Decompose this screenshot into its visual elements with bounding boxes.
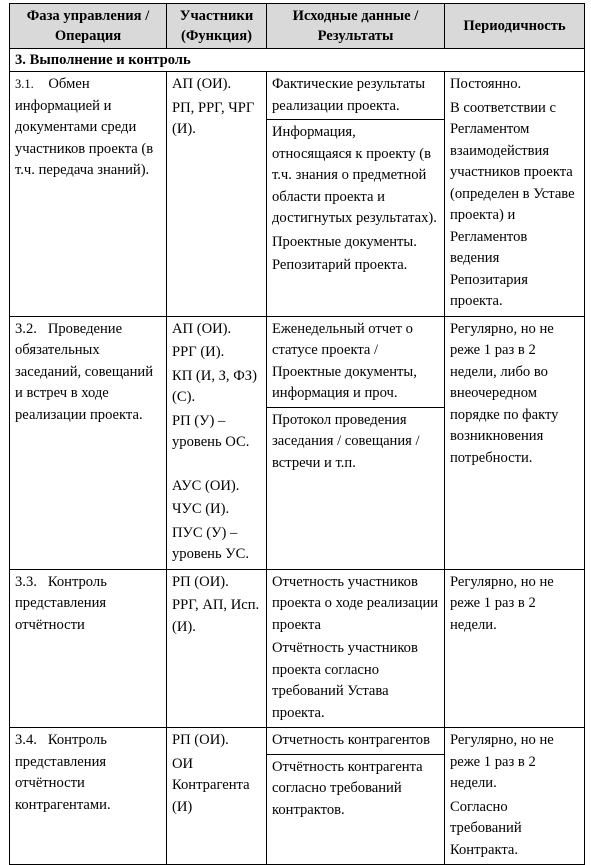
operation-cell bbox=[10, 569, 167, 728]
section-title: 3. Выполнение и контроль bbox=[10, 49, 585, 72]
operation-text: Обмен информацией и документами среди участников проекта (в т.ч. передача знаний). bbox=[15, 76, 154, 178]
row-number: 3.1. bbox=[15, 77, 34, 91]
io-output: Протокол проведения заседания / совещания / встречи и т.п. bbox=[272, 411, 420, 471]
header-io: Исходные данные / Результаты bbox=[267, 4, 445, 49]
io-cell bbox=[267, 728, 445, 865]
period-text: Постоянно. bbox=[450, 76, 522, 92]
io-output: Отчётность контрагента согласно требований контрактов. bbox=[272, 758, 423, 818]
participant-spacer bbox=[172, 456, 261, 474]
participants-cell bbox=[167, 316, 267, 569]
period-cell bbox=[445, 569, 585, 728]
period-text: Регулярно, но не реже 1 раз в 2 недели. bbox=[450, 732, 554, 791]
io-input: Еженедельный отчет о статусе проекта / Проектные документы, информация и проч. bbox=[267, 319, 444, 408]
table-row bbox=[10, 72, 585, 317]
participant-line: АУС (ОИ). bbox=[172, 477, 240, 494]
header-phase: Фаза управления / Операция bbox=[10, 4, 167, 49]
participants-cell bbox=[167, 72, 267, 317]
section-row bbox=[10, 49, 585, 72]
io-output: Информация, относящаяся к проекту (в т.ч. знания о предметной области проекта и достигнутых результатах). bbox=[272, 124, 437, 226]
table-row bbox=[10, 728, 585, 865]
participant-line: РРГ, АП, Исп. (И). bbox=[172, 597, 260, 635]
row-number: 3.3. bbox=[15, 573, 37, 590]
operation-cell bbox=[10, 728, 167, 865]
participants-cell bbox=[167, 569, 267, 728]
period-text: Регулярно, но не реже 1 раз в 2 недели. bbox=[450, 573, 554, 633]
participant-line: ПУС (У) – уровень УС. bbox=[172, 524, 250, 562]
period-text: В соответствии с Регламентом взаимодействия участников проекта (определен в Уставе проекта) и Регламентов ведения Репозитария проекта. bbox=[450, 99, 575, 309]
io-input: Отчетность контрагентов bbox=[267, 730, 444, 755]
participant-line: ЧУС (И). bbox=[172, 501, 230, 517]
participant-line: РП (ОИ). bbox=[172, 573, 229, 590]
header-period: Периодичность bbox=[445, 4, 585, 49]
row-number: 3.4. bbox=[15, 732, 37, 748]
participant-line: РРГ (И). bbox=[172, 344, 225, 360]
participant-line: РП (ОИ). bbox=[172, 732, 229, 748]
io-output: Отчётность участников проекта согласно требований Устава проекта. bbox=[272, 640, 418, 721]
participant-line: АП (ОИ). bbox=[172, 76, 232, 92]
io-input: Фактические результаты реализации проекта. bbox=[267, 74, 444, 120]
table-row bbox=[10, 316, 585, 569]
io-cell bbox=[267, 569, 445, 728]
period-cell bbox=[445, 72, 585, 317]
period-cell bbox=[445, 728, 585, 865]
period-cell bbox=[445, 316, 585, 569]
io-output: Репозитарий проекта. bbox=[272, 257, 408, 273]
operation-text: Контроль представления отчётности bbox=[15, 573, 107, 633]
participant-line: ОИ Контрагента (И) bbox=[172, 755, 250, 815]
operation-text: Контроль представления отчётности контрагентами. bbox=[15, 732, 111, 813]
operations-table bbox=[9, 3, 585, 865]
io-cell bbox=[267, 72, 445, 317]
operation-cell bbox=[10, 316, 167, 569]
table-header-row bbox=[10, 4, 585, 49]
participant-line: РП, РРГ, ЧРГ (И). bbox=[172, 99, 255, 137]
row-number: 3.2. bbox=[15, 320, 37, 337]
document-page bbox=[9, 3, 584, 865]
participant-line: АП (ОИ). bbox=[172, 320, 232, 337]
io-output: Проектные документы. bbox=[272, 233, 417, 250]
period-text: Согласно требований Контракта. bbox=[450, 798, 522, 858]
operation-text: Проведение обязательных заседаний, совещаний и встреч в ходе реализации проекта. bbox=[15, 320, 154, 423]
table-row bbox=[10, 569, 585, 728]
io-cell bbox=[267, 316, 445, 569]
header-participants: Участники (Функция) bbox=[167, 4, 267, 49]
participant-line: РП (У) – уровень ОС. bbox=[172, 412, 250, 450]
participants-cell bbox=[167, 728, 267, 865]
operation-cell bbox=[10, 72, 167, 317]
participant-line: КП (И, З, ФЗ) (С). bbox=[172, 367, 257, 405]
period-text: Регулярно, но не реже 1 раз в 2 недели, либо во внеочередном порядке по факту возникновения потребности. bbox=[450, 320, 559, 466]
io-output: Отчетность участников проекта о ходе реализации проекта bbox=[272, 573, 439, 633]
